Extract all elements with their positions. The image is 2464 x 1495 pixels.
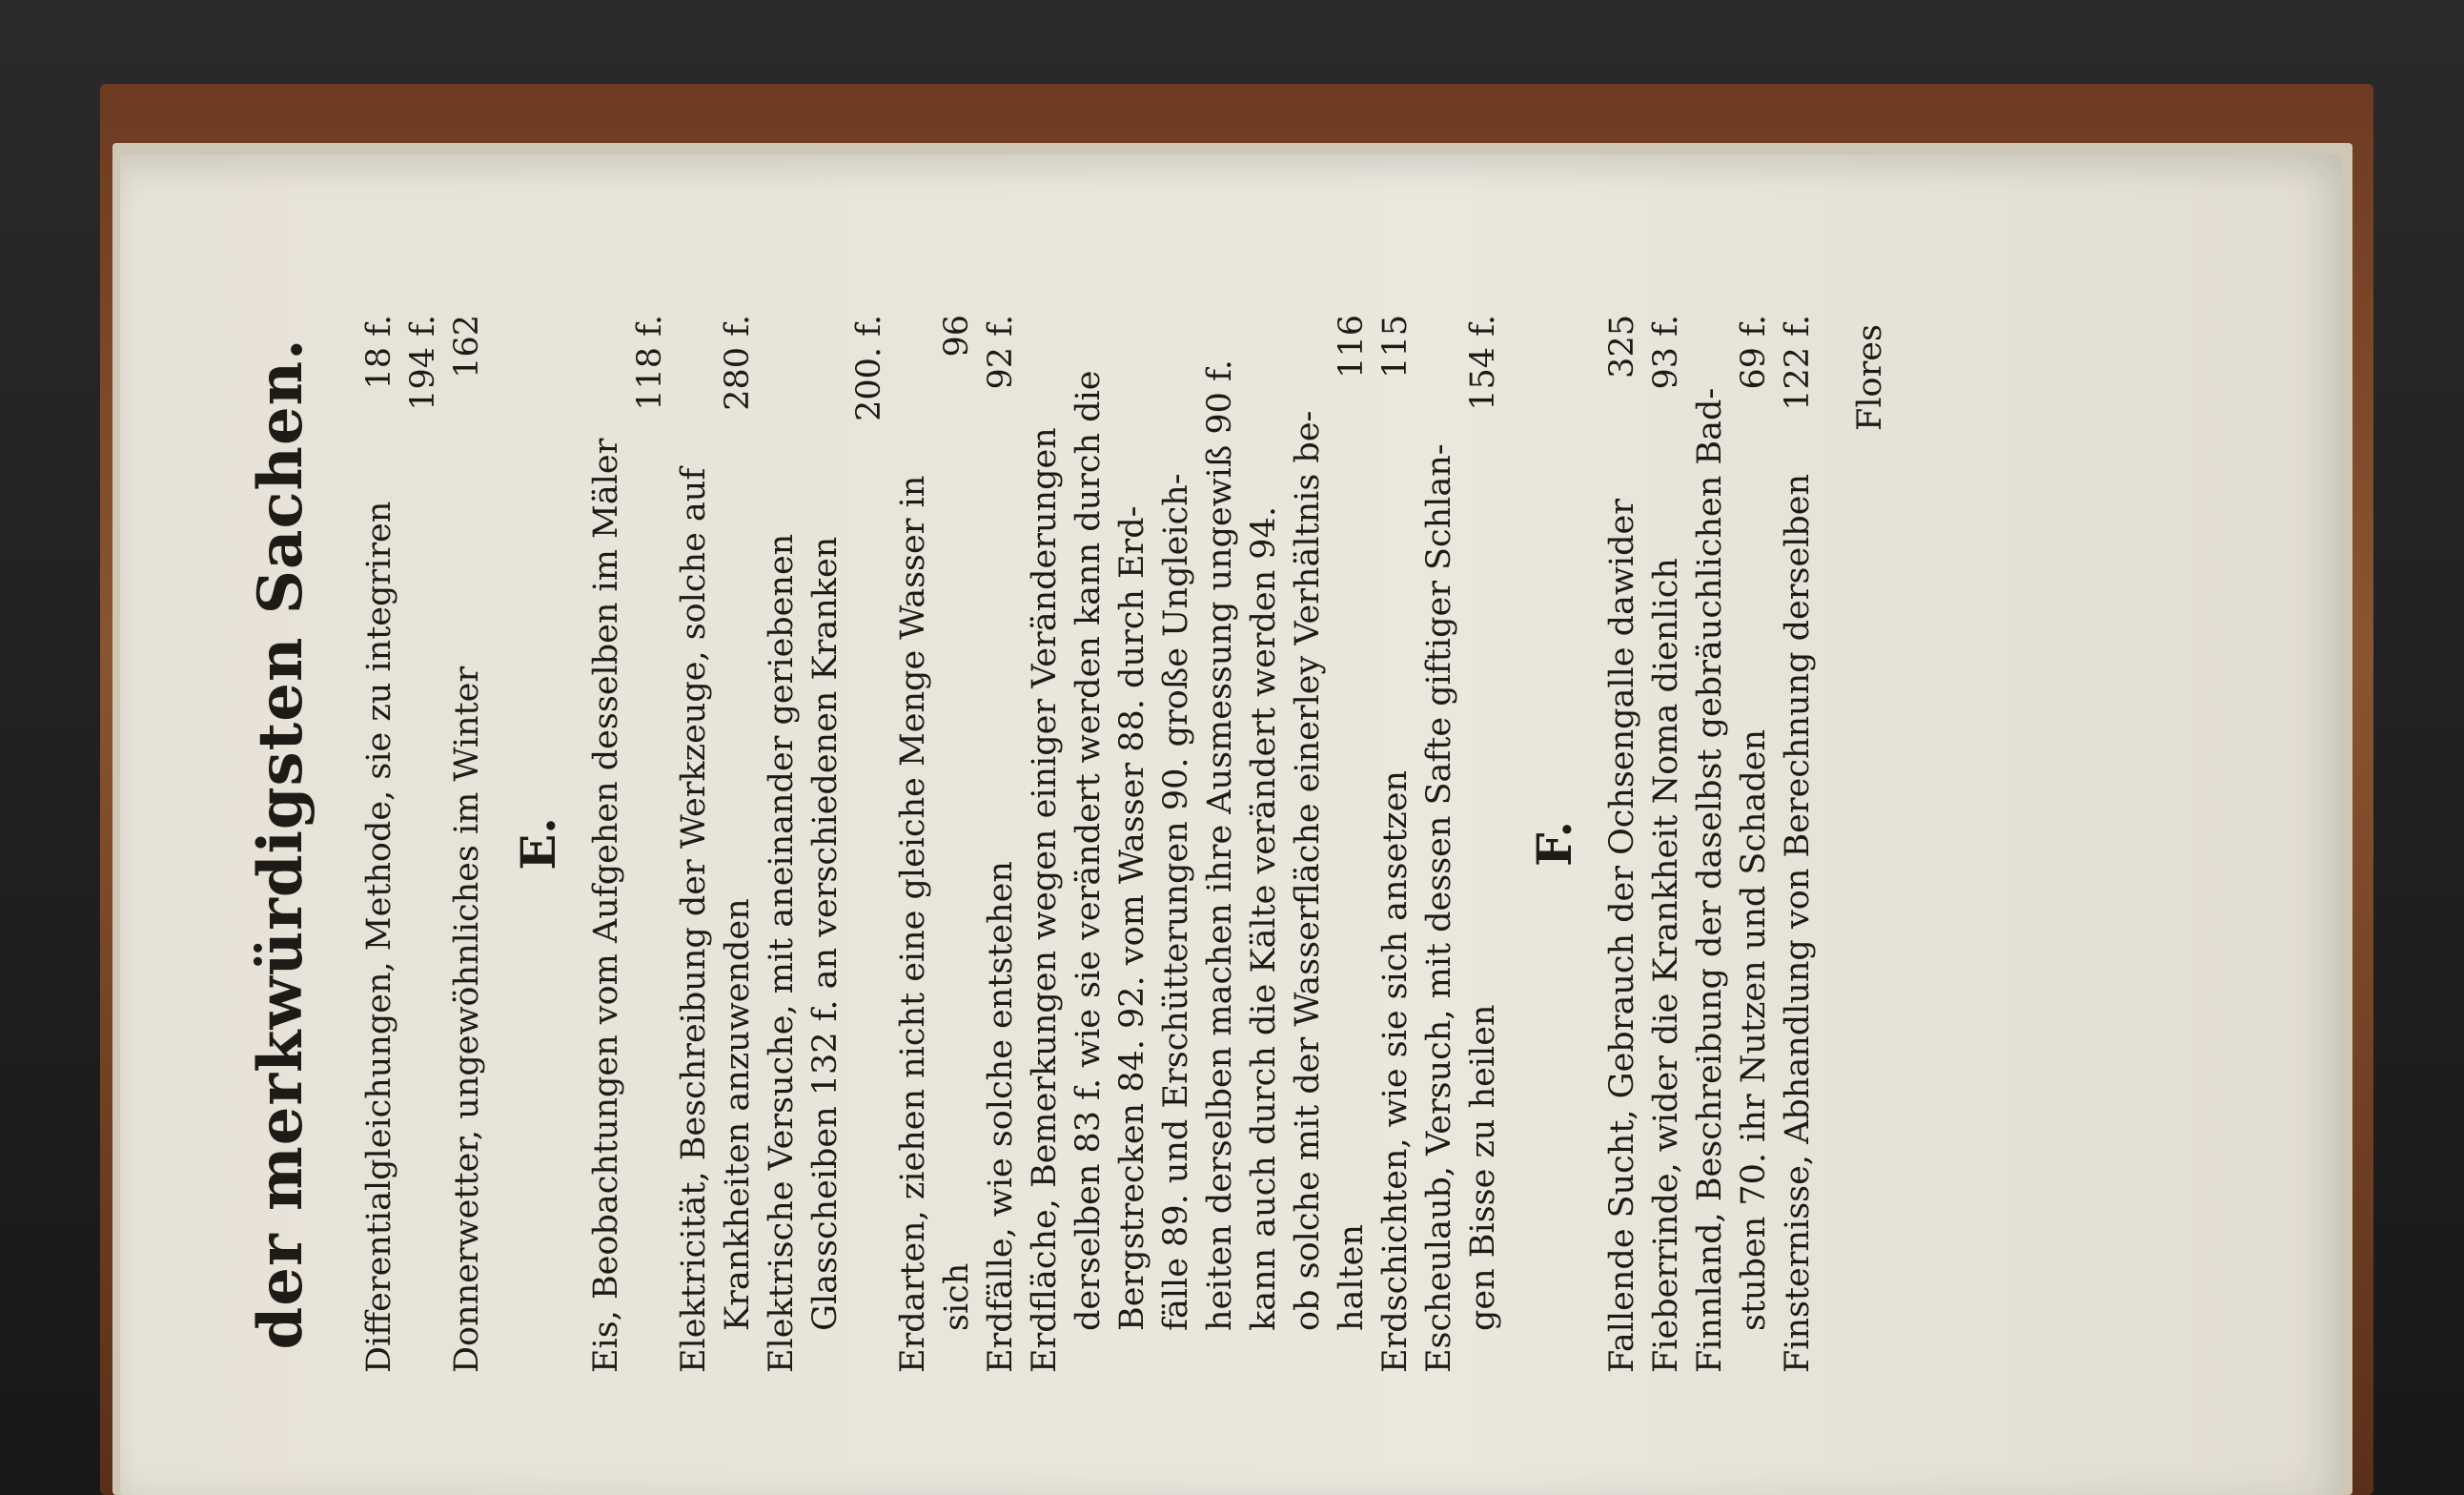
index-entry (445, 315, 489, 1373)
entry-text: Fallende Sucht, Gebrauch der Ochsengalle dawider (1603, 499, 1641, 1373)
index-line-continued (716, 315, 760, 1373)
catchword: Flores (1851, 324, 1889, 431)
section-e-entries (584, 315, 1505, 1373)
page-reference: 115 (1376, 315, 1415, 379)
page-reference: 194 f. (404, 315, 442, 411)
entry-text: Finnland, Beschreibung der daselbst gebräuchlichen Bad- (1691, 387, 1729, 1373)
index-line-continued (1732, 315, 1776, 1373)
page-reference: 69 f. (1735, 315, 1773, 390)
entry-text: Erdschichten, wie sie sich ansetzen (1376, 770, 1415, 1373)
index-line-continued (1461, 315, 1505, 1373)
index-entry (401, 315, 445, 1373)
index-line (1688, 315, 1732, 1373)
entry-text: stuben 70. ihr Nutzen und Schaden (1735, 728, 1773, 1331)
entry-text: Elektrische Versuche, mit aneinander geriebenen (763, 533, 801, 1373)
entry-text: halten (1333, 1224, 1371, 1331)
index-line (760, 315, 804, 1373)
page-reference: 122 f. (1779, 315, 1817, 411)
entry-text: Eis, Beobachtungen vom Aufgehen desselben im Mäler (587, 438, 625, 1373)
index-line-continued (1198, 315, 1242, 1373)
index-line (628, 315, 672, 1373)
index-line-continued (804, 315, 847, 1373)
rotated-page-text (243, 286, 2226, 1411)
page-reference: 325 (1603, 315, 1641, 379)
index-line (1023, 315, 1067, 1373)
index-line (1417, 315, 1461, 1373)
section-letter-f: F. (1526, 821, 1582, 867)
page-reference: 200. f. (850, 315, 888, 421)
entry-text: Fieberrinde, wider die Krankheit Noma dienlich (1647, 558, 1685, 1373)
entry-text: Krankheiten anzuwenden (719, 898, 757, 1331)
page-reference: 96 (938, 315, 976, 358)
page-reference: 116 (1333, 315, 1371, 379)
top-entries (357, 315, 489, 1373)
running-header: der merkwürdigsten Sachen. (245, 338, 316, 1350)
entry-text: ob solche mit der Wasserfläche einerley Verhältnis be- (1289, 410, 1327, 1331)
entry-text: gen Bisse zu heilen (1464, 1004, 1502, 1331)
page-reference: 280 f. (719, 315, 757, 411)
entry-text: Erdarten, ziehen nicht eine gleiche Menge Wasser in (894, 475, 932, 1373)
index-line (979, 315, 1023, 1373)
entry-text: fälle 89. und Erschütterungen 90. große Ungleich- (1157, 473, 1195, 1331)
index-line-continued (1067, 315, 1110, 1373)
entry-text: Finsternisse, Abhandlung von Berechnung derselben (1779, 473, 1817, 1373)
page-reference: 93 f. (1647, 315, 1685, 390)
entry-text: sich (938, 1262, 976, 1331)
entry-text: Donnerwetter, ungewöhnliches im Winter (448, 666, 486, 1373)
entry-text: Glasscheiben 132 f. an verschiedenen Kranken (806, 536, 845, 1331)
index-line (1600, 315, 1644, 1373)
entry-text: Bergstrecken 84. 92. vom Wasser 88. durch Erd- (1113, 505, 1151, 1331)
entry-text: Elektricität, Beschreibung der Werkzeuge, solche auf (675, 467, 713, 1373)
index-line-continued (1330, 315, 1374, 1373)
index-line (1644, 315, 1688, 1373)
page-reference: 118 f. (631, 315, 669, 411)
index-line (1776, 315, 1820, 1373)
index-line (1374, 315, 1417, 1373)
entry-text: kann auch durch die Kälte verändert werden 94. (1245, 506, 1283, 1331)
index-line-continued (1154, 315, 1198, 1373)
index-line (847, 315, 891, 1373)
entry-text: Erdfälle, wie solche entstehen (982, 861, 1020, 1373)
index-line-continued (1242, 315, 1286, 1373)
index-line (584, 315, 628, 1373)
entry-text: heiten derselben machen ihre Ausmessung ungewiß 90 f. (1201, 359, 1239, 1331)
index-line-continued (1286, 315, 1330, 1373)
page-reference: 162 (448, 315, 486, 379)
index-entry (357, 315, 401, 1373)
entry-text: Escheulaub, Versuch, mit dessen Safte giftiger Schlan- (1420, 443, 1458, 1373)
entry-text: Differentialgleichungen, Methode, sie zu integriren (360, 501, 398, 1373)
entry-text: Erdfläche, Bemerkungen wegen einiger Veränderungen (1026, 427, 1064, 1373)
section-f-entries (1600, 315, 1820, 1373)
index-line (891, 315, 935, 1373)
index-line-continued (1110, 315, 1154, 1373)
index-line-continued (935, 315, 979, 1373)
section-letter-e: E. (510, 817, 566, 870)
page-reference: 18 f. (360, 315, 398, 390)
page-reference: 154 f. (1464, 315, 1502, 411)
index-line (672, 315, 716, 1373)
entry-text: derselben 83 f. wie sie verändert werden kann durch die (1069, 370, 1108, 1331)
page-reference: 92 f. (982, 315, 1020, 390)
